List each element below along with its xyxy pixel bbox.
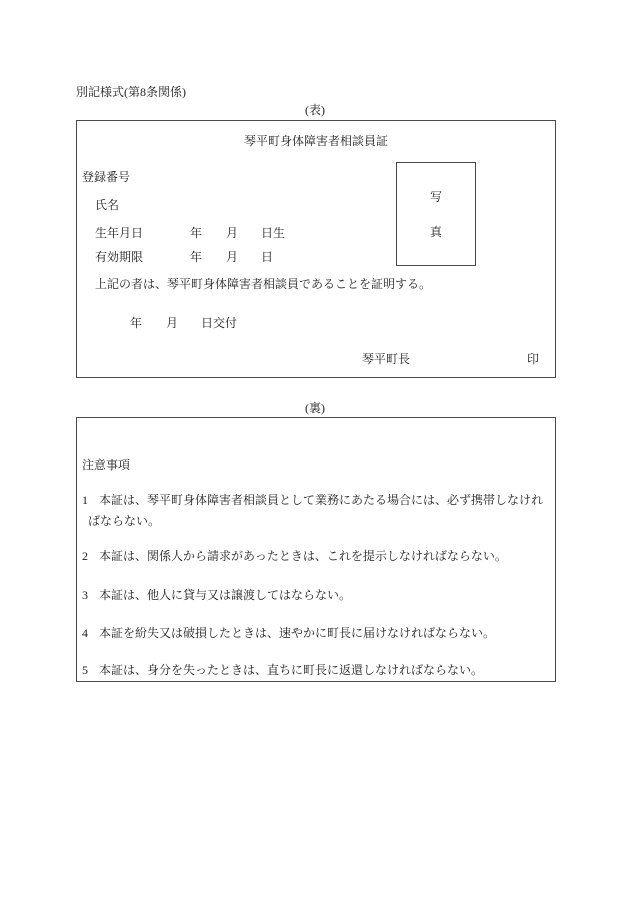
notes-heading: 注意事項	[82, 458, 131, 472]
certification-text: 上記の者は、琴平町身体障害者相談員であることを証明する。	[95, 277, 432, 291]
notice-item-text: 本証は、琴平町身体障害者相談員として業務にあたる場合には、必ず携帯しなければならない。	[88, 493, 544, 528]
birthdate-label: 生年月日	[95, 226, 144, 240]
photo-area	[396, 162, 476, 266]
back-card	[76, 417, 556, 682]
issue-year: 年	[130, 316, 143, 330]
notice-item-number: 1	[82, 493, 88, 507]
notice-item-number: 5	[82, 663, 88, 677]
front-side-label: (表)	[305, 103, 325, 117]
notice-item-number: 3	[82, 588, 88, 602]
notice-item	[82, 623, 552, 644]
expiry-month: 月	[226, 250, 239, 264]
notice-item	[82, 546, 552, 567]
notice-item-text: 本証は、関係人から請求があったときは、これを提示しなければならない。	[99, 549, 507, 563]
registration-number-label: 登録番号	[82, 170, 131, 184]
birthdate-day: 日生	[261, 226, 286, 240]
issuer: 琴平町長	[362, 352, 411, 366]
name-label: 氏名	[95, 198, 120, 212]
notice-item	[82, 585, 552, 606]
birthdate-year: 年	[190, 226, 203, 240]
notice-item	[82, 660, 552, 681]
expiry-day: 日	[261, 250, 274, 264]
notice-item-text: 本証は、他人に貸与又は譲渡してはならない。	[99, 588, 352, 602]
form-label: 別記様式(第8条関係)	[76, 85, 186, 99]
notice-item-text: 本証は、身分を失ったときは、直ちに町長に返還しなければならない。	[99, 663, 484, 677]
card-title: 琴平町身体障害者相談員証	[243, 134, 388, 148]
birthdate-month: 月	[226, 226, 239, 240]
notice-item-number: 4	[82, 626, 88, 640]
back-side-label: (裏)	[305, 401, 325, 415]
issue-day: 日交付	[201, 316, 238, 330]
notice-item-number: 2	[82, 549, 88, 563]
notice-item-text: 本証を紛失又は破損したときは、速やかに町長に届けなければならない。	[99, 626, 496, 640]
photo-char-1: 写	[429, 190, 442, 204]
expiry-year: 年	[190, 250, 203, 264]
seal-mark: 印	[527, 352, 540, 366]
notice-item	[82, 490, 552, 532]
issue-month: 月	[166, 316, 179, 330]
front-card	[76, 120, 556, 378]
expiry-label: 有効期限	[95, 250, 144, 264]
photo-char-2: 真	[429, 225, 442, 239]
